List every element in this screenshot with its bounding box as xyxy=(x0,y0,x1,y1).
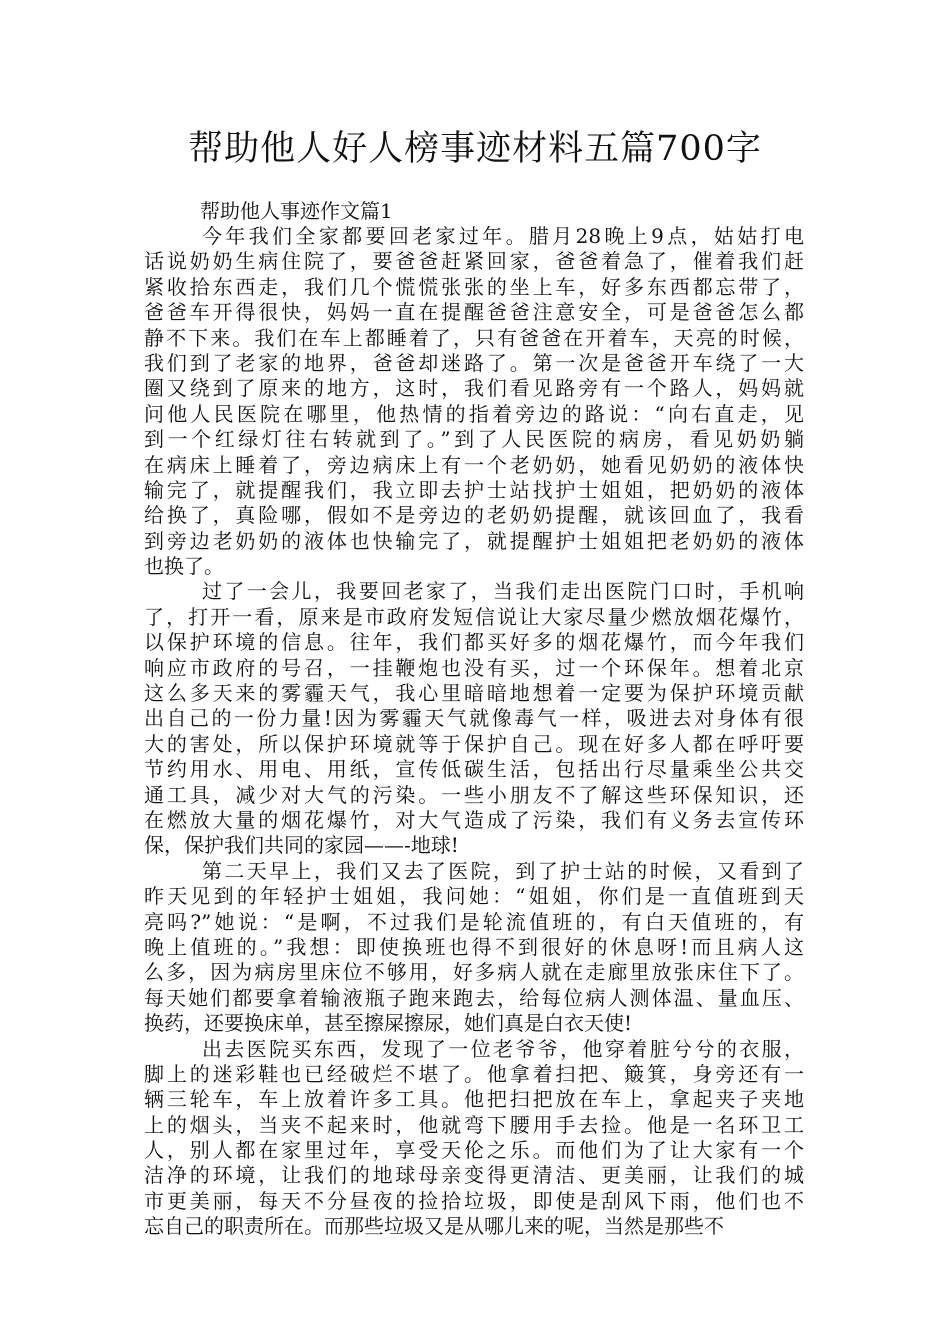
paragraph-line: 以保护环境的信息。往年，我们都买好多的烟花爆竹，而今年我们 xyxy=(144,630,804,655)
paragraph-line: 我们到了老家的地界，爸爸却迷路了。第一次是爸爸开车绕了一大 xyxy=(144,350,804,375)
document-title: 帮助他人好人榜事迹材料五篇700字 xyxy=(188,129,762,169)
paragraph-line: 静不下来。我们在车上都睡着了，只有爸爸在开着车，天亮的时候， xyxy=(144,325,804,350)
paragraph-line: 爸爸车开得很快，妈妈一直在提醒爸爸注意安全，可是爸爸怎么都 xyxy=(144,300,804,325)
paragraph-line: 给换了，真险哪，假如不是旁边的老奶奶提醒，就该回血了，我看 xyxy=(144,503,804,528)
paragraph-line: 话说奶奶生病住院了，要爸爸赶紧回家，爸爸着急了，催着我们赶 xyxy=(144,249,804,274)
paragraph-line: 过了一会儿，我要回老家了，当我们走出医院门口时，手机响 xyxy=(202,579,804,604)
paragraph-line: 忘自己的职责所在。而那些垃圾又是从哪儿来的呢，当然是那些不 xyxy=(144,1214,724,1239)
paragraph-line: 响应市政府的号召，一挂鞭炮也没有买，过一个环保年。想着北京 xyxy=(144,655,804,680)
paragraph-line: 大的害处，所以保护环境就等于保护自己。现在好多人都在呼吁要 xyxy=(144,731,804,756)
paragraph-line: 问他人民医院在哪里，他热情的指着旁边的路说：“向右直走，见 xyxy=(144,401,804,426)
paragraph-line: 在病床上睡着了，旁边病床上有一个老奶奶，她看见奶奶的液体快 xyxy=(144,452,804,477)
paragraph-line: 也换了。 xyxy=(144,554,224,579)
paragraph-line: 辆三轮车，车上放着许多工具。他把扫把放在车上，拿起夹子夹地 xyxy=(144,1087,804,1112)
paragraph-line: 到旁边老奶奶的液体也快输完了，就提醒护士姐姐把老奶奶的液体 xyxy=(144,528,804,553)
paragraph-line: 洁净的环境，让我们的地球母亲变得更清洁、更美丽，让我们的城 xyxy=(144,1163,804,1188)
paragraph-line: 市更美丽，每天不分昼夜的捡拾垃圾，即使是刮风下雨，他们也不 xyxy=(144,1188,804,1213)
paragraph-line: 每天她们都要拿着输液瓶子跑来跑去，给每位病人测体温、量血压、 xyxy=(144,985,804,1010)
paragraph-line: 晚上值班的。”我想：即使换班也得不到很好的休息呀!而且病人这 xyxy=(144,934,804,959)
paragraph-list xyxy=(144,224,804,1240)
paragraph-line: 圈又绕到了原来的地方，这时，我们看见路旁有一个路人，妈妈就 xyxy=(144,376,804,401)
paragraph-line: 出自己的一份力量!因为雾霾天气就像毒气一样，吸进去对身体有很 xyxy=(144,706,804,731)
paragraph-line: 输完了，就提醒我们，我立即去护士站找护士姐姐，把奶奶的液体 xyxy=(144,477,804,502)
paragraph-line: 节约用水、用电、用纸，宣传低碳生活，包括出行尽量乘坐公共交 xyxy=(144,757,804,782)
paragraph-line: 上的烟头，当夹不起来时，他就弯下腰用手去捡。他是一名环卫工 xyxy=(144,1112,804,1137)
paragraph-line: 通工具，减少对大气的污染。一些小朋友不了解这些环保知识，还 xyxy=(144,782,804,807)
paragraph-line: 脚上的迷彩鞋也已经破烂不堪了。他拿着扫把、簸箕，身旁还有一 xyxy=(144,1061,804,1086)
paragraph-line: 出去医院买东西，发现了一位老爷爷，他穿着脏兮兮的衣服， xyxy=(202,1036,804,1061)
section-heading: 帮助他人事迹作文篇1 xyxy=(200,199,393,223)
document-body xyxy=(144,198,804,1240)
paragraph-line: 这么多天来的雾霾天气，我心里暗暗地想着一定要为保护环境贡献 xyxy=(144,681,804,706)
paragraph xyxy=(144,579,804,858)
paragraph-line: 亮吗?”她说：“是啊，不过我们是轮流值班的，有白天值班的，有 xyxy=(144,909,804,934)
paragraph xyxy=(144,859,804,1037)
paragraph-line: 人，别人都在家里过年，享受天伦之乐。而他们为了让大家有一个 xyxy=(144,1138,804,1163)
paragraph-line: 第二天早上，我们又去了医院，到了护士站的时候，又看到了 xyxy=(202,858,804,883)
paragraph xyxy=(144,1037,804,1240)
paragraph-line: 保，保护我们共同的家园——-地球! xyxy=(144,833,459,858)
paragraph-line: 在燃放大量的烟花爆竹，对大气造成了污染，我们有义务去宣传环 xyxy=(144,807,804,832)
paragraph-line: 换药，还要换床单，甚至擦屎擦尿，她们真是白衣天使! xyxy=(144,1011,633,1036)
paragraph-line: 到一个红绿灯往右转就到了。”到了人民医院的病房，看见奶奶躺 xyxy=(144,427,804,452)
paragraph-line: 了，打开一看，原来是市政府发短信说让大家尽量少燃放烟花爆竹， xyxy=(144,604,804,629)
paragraph-line: 今年我们全家都要回老家过年。腊月28晚上9点，姑姑打电 xyxy=(202,224,804,248)
paragraph xyxy=(144,224,804,579)
paragraph-line: 么多，因为病房里床位不够用，好多病人就在走廊里放张床住下了。 xyxy=(144,960,804,985)
paragraph-line: 昨天见到的年轻护士姐姐，我问她：“姐姐，你们是一直值班到天 xyxy=(144,884,804,909)
paragraph-line: 紧收拾东西走，我们几个慌慌张张的坐上车，好多东西都忘带了， xyxy=(144,274,804,299)
